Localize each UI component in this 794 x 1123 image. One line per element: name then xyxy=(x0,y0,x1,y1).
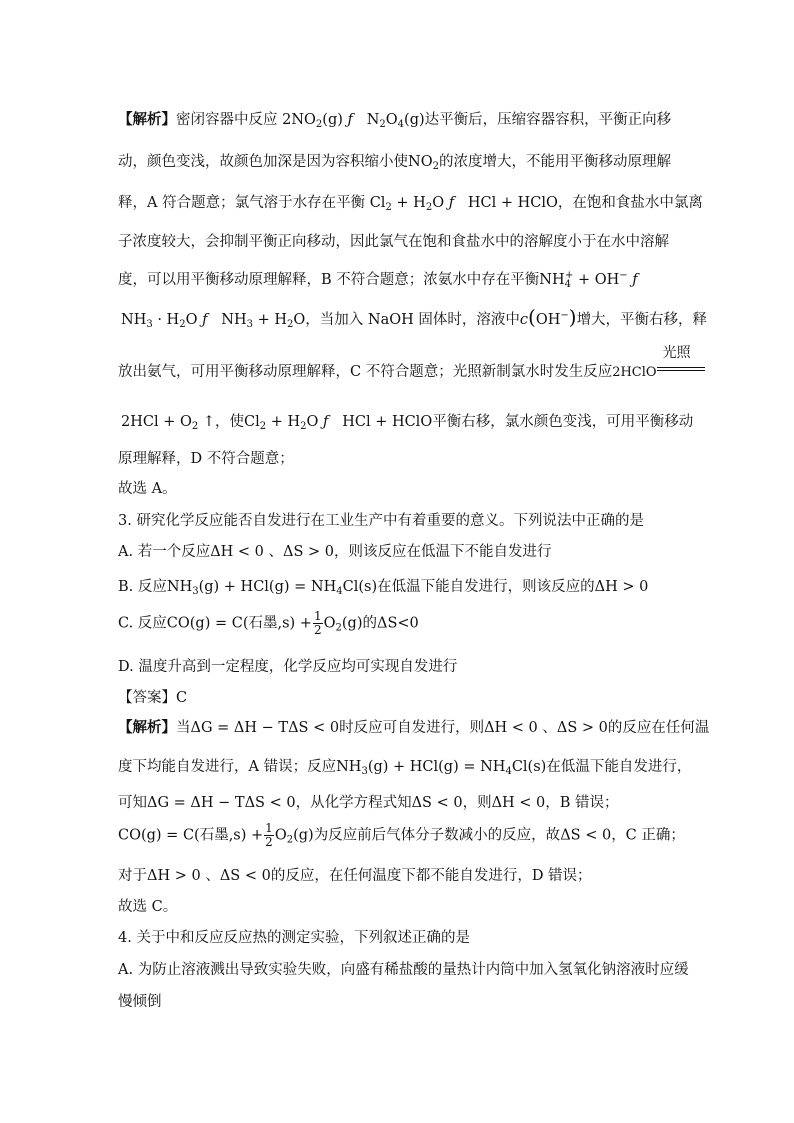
analysis-line-7: 放出氨气，可用平衡移动原理解释，C 不符合题意；光照新制氯水时发生反应2HClO 光照 xyxy=(118,358,705,381)
analysis-line-5: 度，可以用平衡移动原理解释，B 不符合题意；浓氨水中存在平衡$NH_4^+ + OH^-$ ƒ xyxy=(118,270,638,290)
q3-analysis-line-3: 可知ΔG = ΔH − TΔS < 0，从化学方程式知ΔS < 0，则ΔH < 0，B 错误； xyxy=(118,795,619,811)
analysis-line-4: 子浓度较大，会抑制平衡正向移动，因此氯气在饱和食盐水中的溶解度小于在水中溶解 xyxy=(118,234,669,250)
condition-arrow: 光照 xyxy=(657,358,705,378)
formula: $Cl_2 + H_2O$ ƒ HCl + HClO xyxy=(369,195,558,213)
q3-analysis-line-4: CO(g) = C(石墨,s) + $\frac{1}{2}$ $O_2(g)$为反应前后气体分子数减小的反应，故ΔS < 0，C 正确； xyxy=(118,821,685,849)
q4-option-a-line-1: A. 为防止溶液溅出导致实验失败，向盛有稀盐酸的量热计内筒中加入氢氧化钠溶液时应缓 xyxy=(118,962,689,978)
analysis-conclusion: 故选 A。 xyxy=(118,481,177,497)
q3-analysis-line-1: 【解析】当ΔG = ΔH − TΔS < 0时反应可自发进行，则ΔH < 0 、ΔS > 0的反应在任何温 xyxy=(118,719,710,736)
formula: $2HCl + O_2$ ↑ xyxy=(121,414,215,432)
q3-conclusion: 故选 C。 xyxy=(118,899,178,915)
formula: $NO_2$ xyxy=(408,154,439,172)
q3-option-b: B. 反应$NH_3(g) + HCl(g) = NH_4Cl(s)$在低温下能自发进行，则该反应的ΔH > 0 xyxy=(118,579,649,597)
analysis-line-6: $NH_3 \cdot H_2O$ ƒ $NH_3 + H_2O$，当加入 NaOH 固体时，溶液中c(OH−)增大，平衡右移，释 xyxy=(121,305,708,330)
q3-analysis-line-5: 对于ΔH > 0 、ΔS < 0的反应，在任何温度下都不能自发进行，D 错误； xyxy=(118,868,592,884)
formula: $NH_4^+ + OH^-$ ƒ xyxy=(539,270,638,290)
analysis-line-1: 【解析】密闭容器中反应 $2NO_2(g)$ ƒ $N_2O_4(g)$达平衡后，压缩容器容积，平衡正向移 xyxy=(118,111,672,130)
q3-option-a: A. 若一个反应ΔH < 0 、ΔS > 0，则该反应在低温下不能自发进行 xyxy=(118,544,552,560)
q3-option-c: C. 反应CO(g) = C(石墨,s) + $\frac{1}{2}$ $O_2(g)$的ΔS<0 xyxy=(118,609,419,637)
q3-answer: 【答案】C xyxy=(118,690,188,706)
analysis-line-8: $2HCl + O_2$ ↑，使$Cl_2 + H_2O$ ƒ HCl + HClO平衡右移，氯水颜色变浅，可用平衡移动 xyxy=(121,414,694,432)
q3-option-d: D. 温度升高到一定程度，化学反应均可实现自发进行 xyxy=(118,659,458,675)
analysis-line-2: 动，颜色变浅，故颜色加深是因为容积缩小使$NO_2$的浓度增大，不能用平衡移动原理解 xyxy=(118,154,671,172)
q3-analysis-line-2: 度下均能自发进行，A 错误；反应$NH_3(g) + HCl(g) = NH_4Cl(s)$在低温下能自发进行， xyxy=(118,759,692,777)
analysis-label: 【解析】 xyxy=(118,111,176,128)
analysis-line-9: 原理解释，D 不符合题意； xyxy=(118,451,294,467)
formula: 2HClO xyxy=(612,365,657,380)
formula: $2NO_2(g)$ ƒ $N_2O_4(g)$ xyxy=(282,112,425,130)
q4-option-a-line-2: 慢倾倒 xyxy=(118,994,162,1010)
analysis-line-3: 释，A 符合题意；氯气溶于水存在平衡 $Cl_2 + H_2O$ ƒ HCl + HClO，在饱和食盐水中氯离 xyxy=(118,195,703,213)
fraction: $\frac{1}{2}$ xyxy=(313,609,322,637)
fraction: $\frac{1}{2}$ xyxy=(265,821,273,849)
question-3-stem: 3. 研究化学反应能否自发进行在工业生产中有着重要的意义。下列说法中正确的是 xyxy=(118,513,644,529)
formula: $Cl_2 + H_2O$ ƒ HCl + HClO xyxy=(244,414,433,432)
question-4-stem: 4. 关于中和反应反应热的测定实验，下列叙述正确的是 xyxy=(118,930,470,946)
formula: $NH_3 \cdot H_2O$ ƒ $NH_3 + H_2O$ xyxy=(121,312,306,330)
